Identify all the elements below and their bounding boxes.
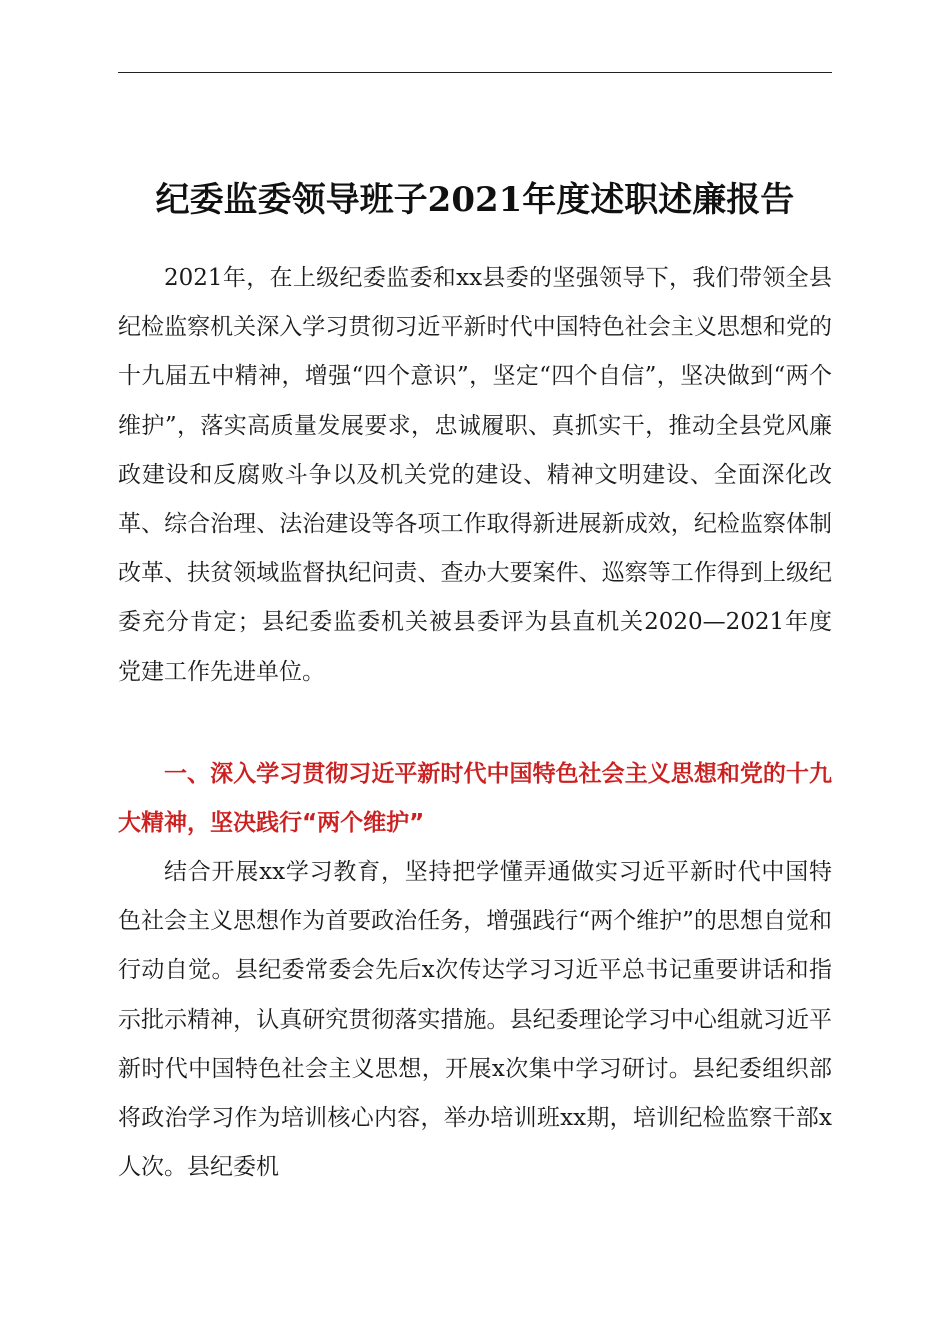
body-paragraph-intro: 2021年，在上级纪委监委和xx县委的坚强领导下，我们带领全县纪检监察机关深入学习贯彻习近平新时代中国特色社会主义思想和党的十九届五中精神，增强“四个意识”，坚定“四个自信”，坚决做到“两个维护”，落实高质量发展要求，忠诚履职、真抓实干，推动全县党风廉政建设和反腐败斗争以及机关党的建设、精神文明建设、全面深化改革、综合治理、法治建设等各项工作取得新进展新成效，纪检监察体制改革、扶贫领域监督执纪问责、查办大要案件、巡察等工作得到上级纪委充分肯定；县纪委监委机关被县委评为县直机关2020—2021年度党建工作先进单位。: [118, 265, 832, 685]
section-heading-1: 一、深入学习贯彻习近平新时代中国特色社会主义思想和党的十九大精神，坚决践行“两个维护”: [118, 761, 832, 837]
header-rule: [118, 72, 832, 73]
body-paragraph-section-1: 结合开展xx学习教育，坚持把学懂弄通做实习近平新时代中国特色社会主义思想作为首要政治任务，增强践行“两个维护”的思想自觉和行动自觉。县纪委常委会先后x次传达学习习近平总书记重要讲话和指示批示精神，认真研究贯彻落实措施。县纪委理论学习中心组就习近平新时代中国特色社会主义思想，开展x次集中学习研讨。县纪委组织部将政治学习作为培训核心内容，举办培训班xx期，培训纪检监察干部x人次。县纪委机: [118, 859, 832, 1181]
document-title: 纪委监委领导班子2021年度述职述廉报告: [155, 180, 795, 220]
